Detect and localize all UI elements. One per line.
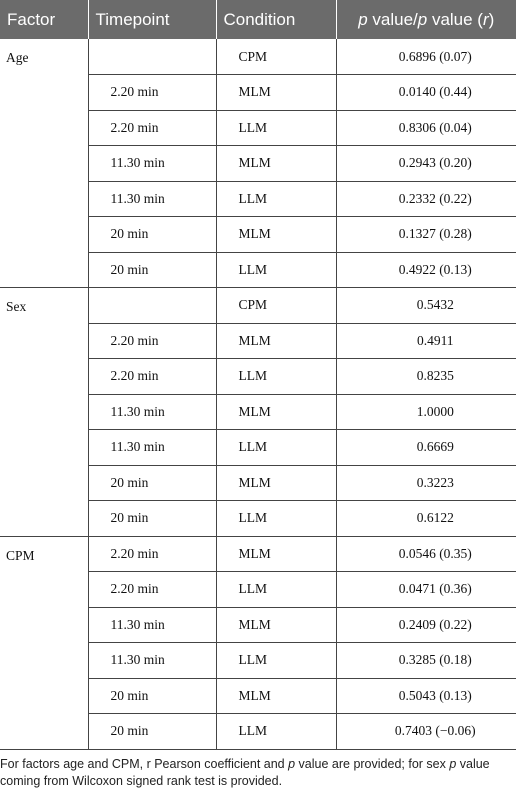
table-row bbox=[0, 288, 516, 324]
pvalue-cell: 0.0140 (0.44) bbox=[336, 75, 516, 111]
condition-cell: MLM bbox=[216, 465, 336, 501]
timepoint-cell: 2.20 min bbox=[88, 359, 216, 395]
pvalue-cell: 0.3285 (0.18) bbox=[336, 643, 516, 679]
condition-cell: MLM bbox=[216, 323, 336, 359]
timepoint-cell bbox=[88, 39, 216, 75]
condition-cell: CPM bbox=[216, 288, 336, 324]
condition-cell: LLM bbox=[216, 501, 336, 537]
pvalue-cell: 0.8306 (0.04) bbox=[336, 110, 516, 146]
header-row bbox=[0, 0, 516, 39]
pvalue-cell: 0.6896 (0.07) bbox=[336, 39, 516, 75]
condition-cell: CPM bbox=[216, 39, 336, 75]
pvalue-cell: 0.8235 bbox=[336, 359, 516, 395]
table-row bbox=[0, 536, 516, 572]
timepoint-cell: 11.30 min bbox=[88, 430, 216, 466]
timepoint-cell: 11.30 min bbox=[88, 643, 216, 679]
timepoint-cell: 2.20 min bbox=[88, 75, 216, 111]
pvalue-cell: 0.2332 (0.22) bbox=[336, 181, 516, 217]
pvalue-cell: 0.3223 bbox=[336, 465, 516, 501]
pvalue-cell: 0.7403 (−0.06) bbox=[336, 714, 516, 750]
header-timepoint: Timepoint bbox=[88, 0, 216, 39]
pvalue-cell: 0.0546 (0.35) bbox=[336, 536, 516, 572]
condition-cell: LLM bbox=[216, 252, 336, 288]
pvalue-cell: 0.2409 (0.22) bbox=[336, 607, 516, 643]
timepoint-cell: 11.30 min bbox=[88, 181, 216, 217]
pvalue-cell: 1.0000 bbox=[336, 394, 516, 430]
condition-cell: MLM bbox=[216, 217, 336, 253]
pvalue-cell: 0.6669 bbox=[336, 430, 516, 466]
timepoint-cell: 2.20 min bbox=[88, 110, 216, 146]
pvalue-cell: 0.5432 bbox=[336, 288, 516, 324]
condition-cell: LLM bbox=[216, 430, 336, 466]
timepoint-cell bbox=[88, 288, 216, 324]
condition-cell: MLM bbox=[216, 536, 336, 572]
timepoint-cell: 20 min bbox=[88, 678, 216, 714]
condition-cell: LLM bbox=[216, 181, 336, 217]
pvalue-cell: 0.1327 (0.28) bbox=[336, 217, 516, 253]
condition-cell: LLM bbox=[216, 714, 336, 750]
pvalue-cell: 0.4911 bbox=[336, 323, 516, 359]
timepoint-cell: 11.30 min bbox=[88, 394, 216, 430]
timepoint-cell: 11.30 min bbox=[88, 607, 216, 643]
condition-cell: LLM bbox=[216, 359, 336, 395]
factor-cell: CPM bbox=[0, 536, 88, 749]
condition-cell: LLM bbox=[216, 643, 336, 679]
timepoint-cell: 20 min bbox=[88, 217, 216, 253]
pvalue-cell: 0.0471 (0.36) bbox=[336, 572, 516, 608]
timepoint-cell: 20 min bbox=[88, 252, 216, 288]
condition-cell: MLM bbox=[216, 607, 336, 643]
timepoint-cell: 2.20 min bbox=[88, 536, 216, 572]
table-row bbox=[0, 39, 516, 75]
factor-cell: Age bbox=[0, 39, 88, 288]
timepoint-cell: 20 min bbox=[88, 714, 216, 750]
condition-cell: MLM bbox=[216, 146, 336, 182]
pvalue-cell: 0.2943 (0.20) bbox=[336, 146, 516, 182]
timepoint-cell: 2.20 min bbox=[88, 323, 216, 359]
timepoint-cell: 2.20 min bbox=[88, 572, 216, 608]
timepoint-cell: 20 min bbox=[88, 465, 216, 501]
table-footnote: For factors age and CPM, r Pearson coefficient and p value are provided; for sex p value coming from Wilcoxon signed rank test is provided. bbox=[0, 756, 490, 788]
timepoint-cell: 20 min bbox=[88, 501, 216, 537]
condition-cell: MLM bbox=[216, 394, 336, 430]
factor-cell: Sex bbox=[0, 288, 88, 537]
timepoint-cell: 11.30 min bbox=[88, 146, 216, 182]
condition-cell: LLM bbox=[216, 572, 336, 608]
condition-cell: LLM bbox=[216, 110, 336, 146]
pvalue-cell: 0.6122 bbox=[336, 501, 516, 537]
pvalue-cell: 0.5043 (0.13) bbox=[336, 678, 516, 714]
table-body bbox=[0, 39, 516, 749]
header-pvalue: p value/p value (r) bbox=[336, 0, 516, 39]
pvalue-cell: 0.4922 (0.13) bbox=[336, 252, 516, 288]
condition-cell: MLM bbox=[216, 678, 336, 714]
condition-cell: MLM bbox=[216, 75, 336, 111]
header-condition: Condition bbox=[216, 0, 336, 39]
header-factor: Factor bbox=[0, 0, 88, 39]
